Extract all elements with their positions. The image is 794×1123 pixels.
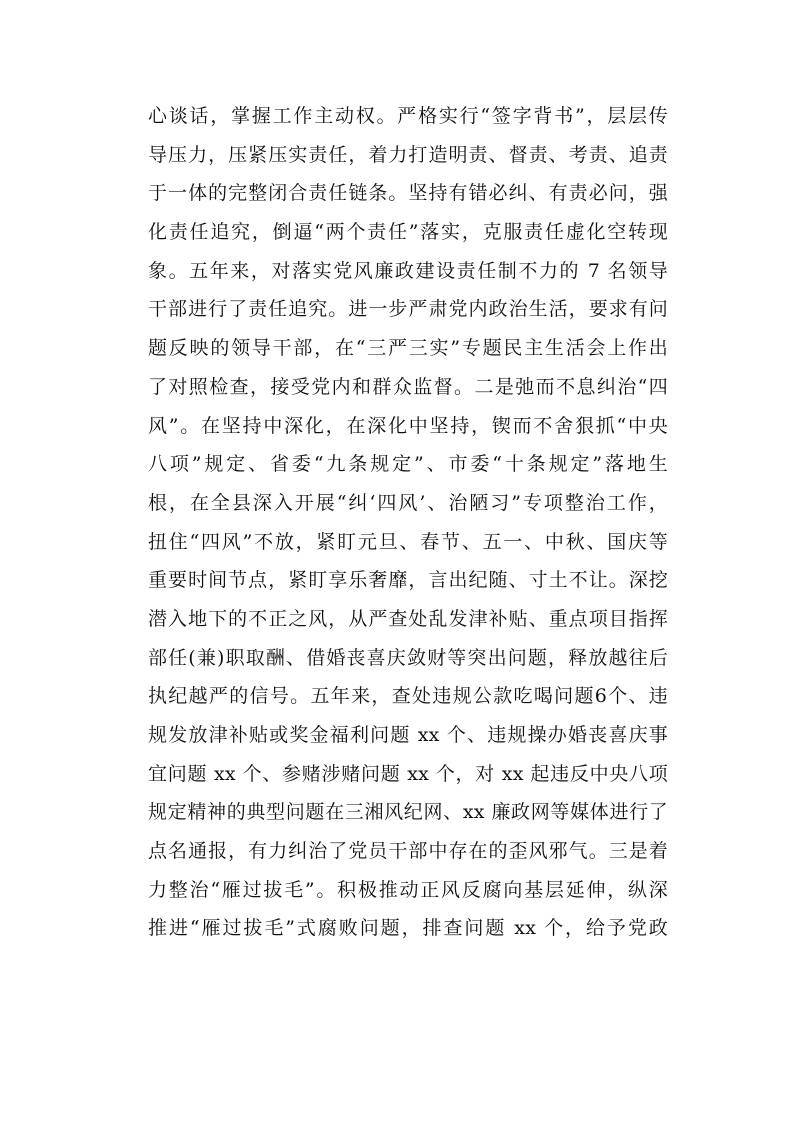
text-line: 重要时间节点，紧盯享乐奢靡，言出纪随、寸土不让。深挖	[148, 569, 668, 592]
text-line: 力整治“雁过拔毛”。积极推动正风反腐向基层延伸，纵深	[148, 878, 668, 901]
text-line: 八项”规定、省委“九条规定”、市委“十条规定”落地生	[148, 453, 668, 476]
text-line: 执纪越严的信号。五年来，查处违规公款吃喝问题6个、违	[148, 685, 668, 708]
text-line: 题反映的领导干部，在“三严三实”专题民主生活会上作出	[148, 337, 668, 360]
text-line: 象。五年来，对落实党风廉政建设责任制不力的 7 名领导	[148, 259, 668, 282]
text-line: 根，在全县深入开展“纠‘四风’、治陋习”专项整治工作，	[148, 491, 668, 514]
text-line: 于一体的完整闭合责任链条。坚持有错必纠、有责必问，强	[148, 182, 668, 205]
text-line: 风”。在坚持中深化，在深化中坚持，锲而不舍狠抓“中央	[148, 414, 668, 437]
text-line: 潜入地下的不正之风，从严查处乱发津补贴、重点项目指挥	[148, 607, 668, 630]
text-line: 干部进行了责任追究。进一步严肃党内政治生活，要求有问	[148, 298, 668, 321]
text-line: 宜问题 xx 个、参赌涉赌问题 xx 个，对 xx 起违反中央八项	[148, 762, 668, 785]
text-line: 扭住“四风”不放，紧盯元旦、春节、五一、中秋、国庆等	[148, 530, 668, 553]
text-line: 导压力，压紧压实责任，着力打造明责、督责、考责、追责	[148, 143, 668, 166]
text-line: 点名通报，有力纠治了党员干部中存在的歪风邪气。三是着	[148, 840, 668, 863]
text-line: 了对照检查，接受党内和群众监督。二是弛而不息纠治“四	[148, 375, 668, 398]
text-line: 部任(兼)职取酬、借婚丧喜庆敛财等突出问题，释放越往后	[148, 646, 668, 669]
text-line: 推进“雁过拔毛”式腐败问题，排查问题 xx 个，给予党政	[148, 917, 668, 940]
text-line: 规定精神的典型问题在三湘风纪网、xx 廉政网等媒体进行了	[148, 801, 668, 824]
body-text	[148, 97, 668, 948]
text-line: 心谈话，掌握工作主动权。严格实行“签字背书”，层层传	[148, 105, 668, 127]
text-line: 化责任追究，倒逼“两个责任”落实，克服责任虚化空转现	[148, 221, 668, 244]
text-line: 规发放津补贴或奖金福利问题 xx 个、违规操办婚丧喜庆事	[148, 724, 668, 746]
